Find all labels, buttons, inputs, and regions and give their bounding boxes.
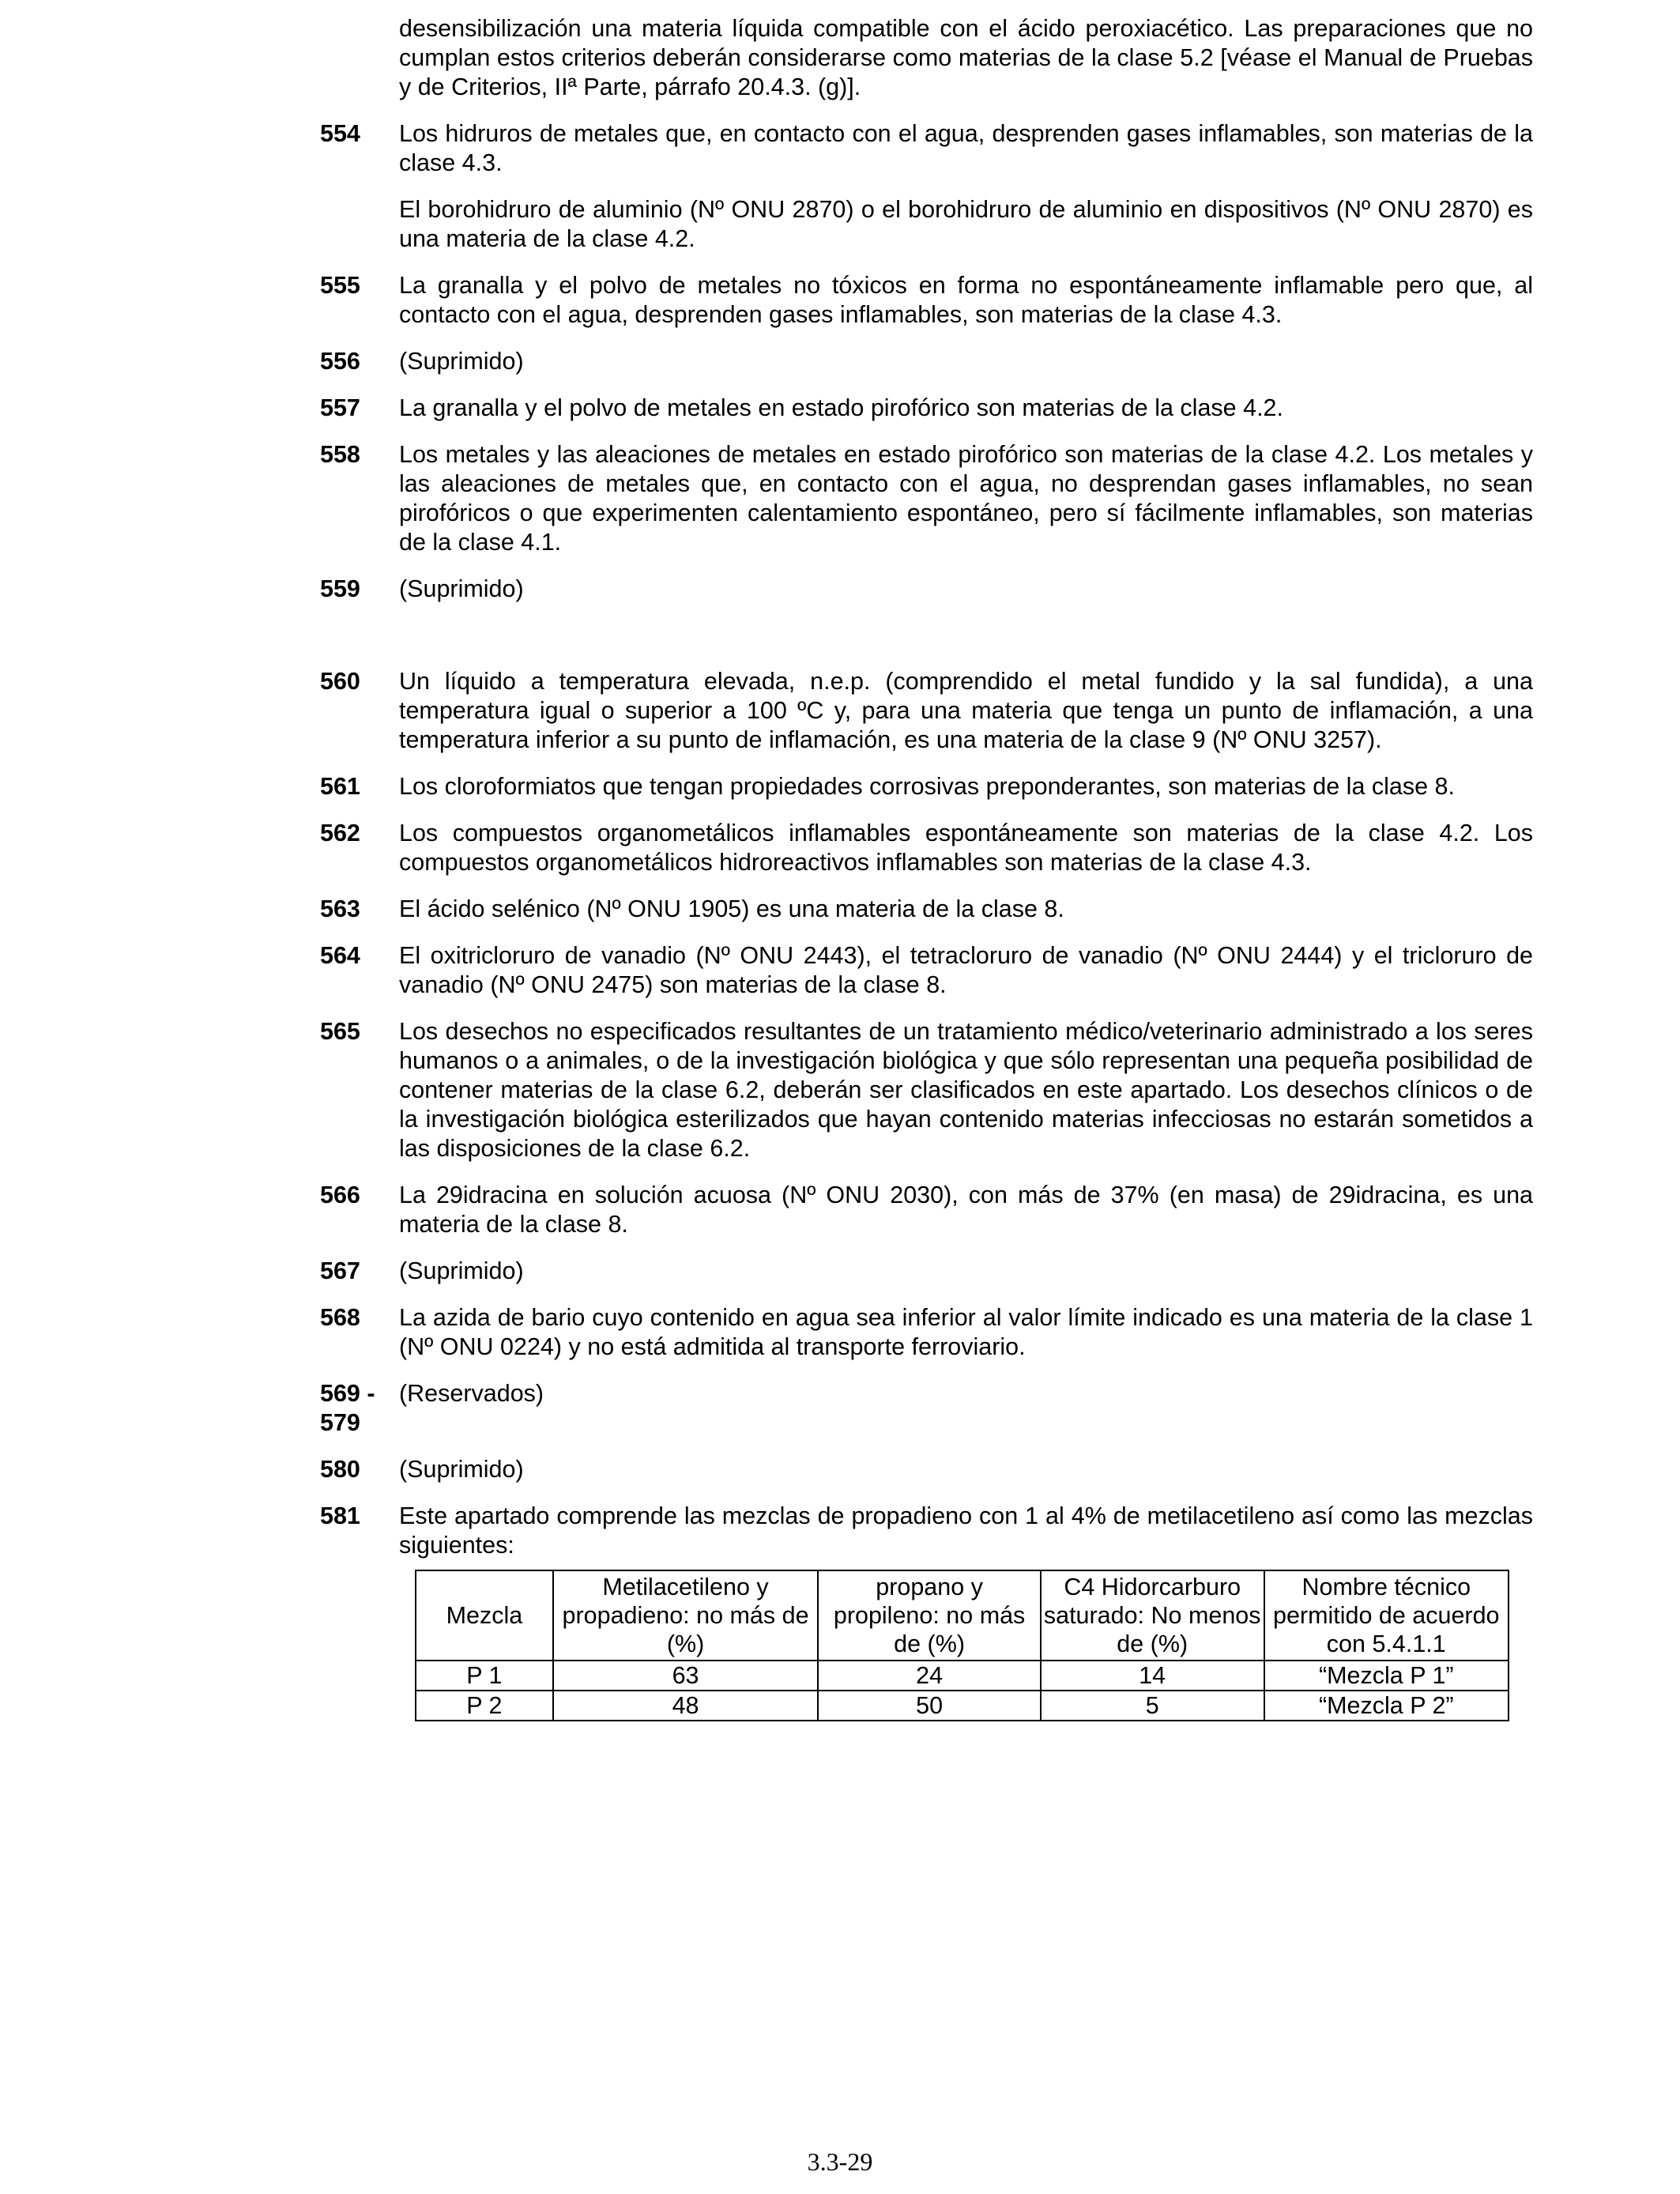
provision-554 [320,119,1533,178]
provision-568 [320,1303,1533,1362]
provision-557 [320,394,1533,423]
provision-566 [320,1181,1533,1239]
section-gap [320,621,1533,667]
table-cell: “Mezcla P 2” [1264,1691,1509,1721]
provision-text: (Suprimido) [399,1257,524,1284]
provision-number: 568 [320,1304,360,1331]
provision-text: La granalla y el polvo de metales no tóxicos en forma no espontáneamente inflamable pero que, al contacto con el agua, desprenden gases inflamables, son materias de la clase 4.3. [399,272,1533,328]
mixtures-table [415,1570,1509,1721]
provision-number: 558 [320,441,360,468]
column-header-c4-hydrocarbon: C4 Hidorcarburo saturado: No menos de (%) [1041,1570,1264,1661]
provision-559 [320,575,1533,604]
provision-text: (Reservados) [399,1380,544,1407]
provision-number: 566 [320,1182,360,1208]
column-header-mixture: Mezcla [416,1570,553,1661]
page-number: 3.3-29 [807,2147,873,2176]
provision-567 [320,1257,1533,1286]
provision-558 [320,440,1533,557]
provision-562 [320,819,1533,877]
provision-text: El ácido selénico (Nº ONU 1905) es una materia de la clase 8. [399,895,1064,922]
provision-number: 560 [320,668,360,695]
column-header-propane: propano y propileno: no más de (%) [818,1570,1041,1661]
table-cell: P 2 [416,1691,553,1721]
column-header-methylacetylene: Metilacetileno y propadieno: no más de (%) [553,1570,819,1661]
provision-number: 564 [320,942,360,969]
provision-number: 580 [320,1456,360,1483]
provision-554-subparagraph: El borohidruro de aluminio (Nº ONU 2870) o el borohidruro de aluminio en dispositivos (Nº ONU 2870) es una materia de la clase 4.2. [399,196,1533,252]
provision-text: La azida de bario cuyo contenido en agua sea inferior al valor límite indicado es una materia de la clase 1 (Nº ONU 0224) y no está admitida al transporte ferroviario. [399,1304,1533,1360]
provision-564 [320,941,1533,1000]
provision-number: 563 [320,895,360,922]
provision-number: 567 [320,1257,360,1284]
provision-text: Los metales y las aleaciones de metales en estado pirofórico son materias de la clase 4.2. Los metales y las aleaciones de metales que, en contacto con el agua, no desprendan gases inflamables, no sean pirofóricos o que experimenten calentamiento espontáneo, pero sí fácilmente inflamables, son materias de la clase 4.1. [399,441,1533,556]
provision-number: 581 [320,1502,360,1529]
provision-text: Un líquido a temperatura elevada, n.e.p. (comprendido el metal fundido y la sal fundida), a una temperatura igual o superior a 100 ºC y, para una materia que tenga un punto de inflamación, a una temperatura inferior a su punto de inflamación, es una materia de la clase 9 (Nº ONU 3257). [399,668,1533,753]
provision-text: El oxitricloruro de vanadio (Nº ONU 2443), el tetracloruro de vanadio (Nº ONU 2444) y el tricloruro de vanadio (Nº ONU 2475) son materias de la clase 8. [399,942,1533,998]
table-row [416,1691,1509,1721]
provision-number: 569 - 579 [320,1380,375,1436]
table-cell: 14 [1041,1661,1264,1691]
provision-555 [320,271,1533,330]
provision-text: Los compuestos organometálicos inflamables espontáneamente son materias de la clase 4.2. Los compuestos organometálicos hidroreactivos inflamables son materias de la clase 4.3. [399,820,1533,876]
provision-number: 562 [320,820,360,846]
table-cell: P 1 [416,1661,553,1691]
provision-text: Los hidruros de metales que, en contacto con el agua, desprenden gases inflamables, son materias de la clase 4.3. [399,120,1533,176]
provision-text: La granalla y el polvo de metales en estado pirofórico son materias de la clase 4.2. [399,394,1283,421]
provision-number: 559 [320,575,360,602]
provision-565 [320,1017,1533,1163]
provision-text: La 29idracina en solución acuosa (Nº ONU 2030), con más de 37% (en masa) de 29idracina, es una materia de la clase 8. [399,1182,1533,1238]
provision-560 [320,667,1533,755]
table-row [416,1661,1509,1691]
document-body [320,14,1533,1721]
provision-581 [320,1502,1533,1560]
provision-number: 554 [320,120,360,147]
column-header-technical-name: Nombre técnico permitido de acuerdo con 5.4.1.1 [1264,1570,1509,1661]
provision-text: (Suprimido) [399,1456,524,1483]
provision-569-579 [320,1379,1533,1438]
provision-number: 555 [320,272,360,299]
provision-number: 556 [320,348,360,375]
table-cell: 50 [818,1691,1041,1721]
provision-563 [320,895,1533,924]
provision-text: Este apartado comprende las mezclas de propadieno con 1 al 4% de metilacetileno así como las mezclas siguientes: [399,1502,1533,1559]
provision-561 [320,772,1533,801]
provision-number: 561 [320,773,360,800]
table-header-row [416,1570,1509,1661]
provision-text: (Suprimido) [399,348,524,375]
provision-text: (Suprimido) [399,575,524,602]
provision-number: 565 [320,1018,360,1045]
provision-text: Los desechos no especificados resultantes de un tratamiento médico/veterinario administrado a los seres humanos o a animales, o de la investigación biológica y que sólo representan una pequeña posibilidad de contener materias de la clase 6.2, deberán ser clasificados en este apartado. Los desechos clínicos o de la investigación biológica esterilizados que hayan contenido materias infecciosas no estarán sometidos a las disposiciones de la clase 6.2. [399,1018,1533,1162]
provision-556 [320,347,1533,376]
table-cell: “Mezcla P 1” [1264,1661,1509,1691]
intro-paragraph: desensibilización una materia líquida compatible con el ácido peroxiacético. Las preparaciones que no cumplan estos criterios deberán considerarse como materias de la clase 5.2 [véase el Manual de Pruebas y de Criterios, IIª Parte, párrafo 20.4.3. (g)]. [399,15,1533,100]
table-cell: 48 [553,1691,819,1721]
table-cell: 63 [553,1661,819,1691]
table-cell: 24 [818,1661,1041,1691]
table-cell: 5 [1041,1691,1264,1721]
provision-580 [320,1455,1533,1484]
provision-number: 557 [320,394,360,421]
provision-text: Los cloroformiatos que tengan propiedades corrosivas preponderantes, son materias de la clase 8. [399,773,1455,800]
